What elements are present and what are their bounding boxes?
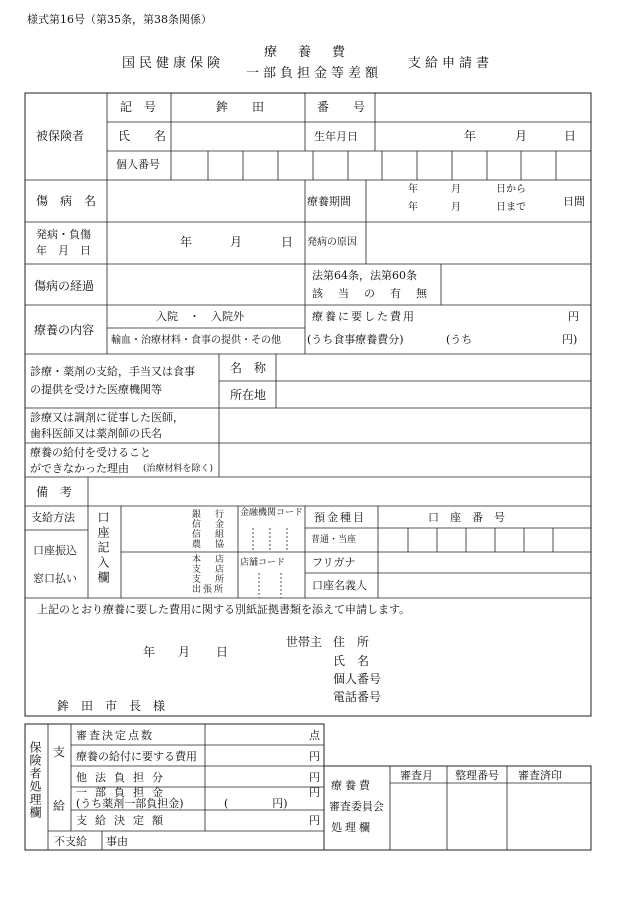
committee-label-1: 療養費 <box>331 779 373 792</box>
symbol-value: 鉾 田 <box>216 100 265 114</box>
account-holder-input[interactable] <box>381 576 592 597</box>
addressee: 鉾 田 市 長 様 <box>57 699 166 713</box>
drug-copay-label: (うち薬剤一部負担金) <box>76 797 184 810</box>
onset-day: 日 <box>281 235 294 249</box>
institution-address-input[interactable] <box>279 384 592 408</box>
committee-label-3: 処理欄 <box>331 821 373 834</box>
declaration-month: 月 <box>178 645 191 659</box>
payment-transfer-option[interactable]: 口座振込 <box>33 544 77 557</box>
course-label: 傷病の経過 <box>34 279 95 293</box>
form-title-mid-1: 療 養 費 <box>264 45 350 60</box>
insurer-section-label: 保険者処理欄 <box>28 741 42 819</box>
birth-day: 日 <box>564 129 577 143</box>
branch-type-main: 本店 <box>192 555 239 565</box>
committee-label-2: 審査委員会 <box>329 800 384 813</box>
remarks-input[interactable] <box>91 480 592 505</box>
cause-input[interactable] <box>369 226 592 262</box>
doctor-label-1: 診療又は調剤に従事した医師， <box>30 411 184 424</box>
payment-decision-label: 支給決定額 <box>76 814 171 827</box>
declaration-statement: 上記のとおり療養に要した費用に関する別紙証拠書類を添えて申請します。 <box>37 603 411 616</box>
non-payment-label: 不支給 <box>54 835 87 848</box>
onset-label-2: 年 月 日 <box>36 244 91 257</box>
onset-year: 年 <box>180 235 193 249</box>
review-month-label: 審査月 <box>400 769 433 782</box>
branch-type-branch: 支店 <box>192 565 239 575</box>
personal-number-input[interactable] <box>174 154 592 178</box>
content-option-inpatient[interactable]: 入院 ・ 入院外 <box>156 310 244 323</box>
institution-label-1: 診療・薬剤の支給，手当又は食事 <box>30 365 195 378</box>
doctor-label-2: 歯科医師又は薬剤師の氏名 <box>30 427 162 440</box>
applicant-name-label: 氏 名 <box>333 654 370 668</box>
bank-type-nokyo: 農協 <box>192 540 239 550</box>
payment-label-bottom: 給 <box>53 799 66 813</box>
cause-label: 発病の原因 <box>307 237 357 248</box>
form-number: 様式第16号（第35条，第38条関係） <box>27 13 212 26</box>
remarks-label: 備 考 <box>36 485 73 499</box>
period-to-month: 月 <box>451 202 461 213</box>
reason-note: (治療材料を除く) <box>143 464 214 474</box>
period-to-year: 年 <box>408 202 418 213</box>
applicant-phone-label: 電話番号 <box>333 690 382 704</box>
branch-type-office: 支所 <box>192 575 239 585</box>
furigana-input[interactable] <box>381 554 592 573</box>
applicant-address-input[interactable] <box>386 633 590 651</box>
institution-label-2: の提供を受けた医療機関等 <box>30 383 162 396</box>
law-label-1: 法第64条，法第60条 <box>312 269 417 282</box>
number-label: 番 号 <box>317 100 366 114</box>
course-input[interactable] <box>110 268 306 304</box>
furigana-label: フリガナ <box>312 556 356 569</box>
applicant-phone-input[interactable] <box>386 688 590 706</box>
account-column-label: 口座記入欄 <box>96 511 110 586</box>
non-payment-reason-label: 事由 <box>106 835 128 848</box>
branch-code-label: 店舗コード <box>240 558 286 568</box>
other-law-label: 他法負担分 <box>76 771 171 784</box>
reason-label-2: ができなかった理由 <box>30 462 129 475</box>
benefit-cost-label: 療養の給付に要する費用 <box>76 750 197 763</box>
birth-label: 生年月日 <box>314 130 358 143</box>
institution-name-label: 名 称 <box>230 361 267 375</box>
cost-label: 療養に要した費用 <box>312 310 416 323</box>
illness-name-label: 傷 病 名 <box>36 194 97 208</box>
copay-label: 一部負担金 <box>76 786 171 799</box>
treatment-period-label: 療養期間 <box>307 195 351 208</box>
applicant-name-input[interactable] <box>386 652 590 670</box>
insured-section-label: 被保険者 <box>36 129 85 143</box>
reason-label-1: 療養の給付を受けること <box>30 446 151 459</box>
meal-value-prefix: (うち <box>446 333 473 346</box>
period-from-year: 年 <box>408 184 418 195</box>
content-option-other[interactable]: 輸血・治療材料・食事の提供・その他 <box>111 335 281 346</box>
review-points-label: 審査決定点数 <box>76 729 154 742</box>
law-applicability-input[interactable] <box>444 268 592 304</box>
insured-number-input[interactable] <box>378 96 592 120</box>
period-from-day: 日から <box>496 184 526 195</box>
period-days: 日間 <box>563 195 585 208</box>
illness-name-input[interactable] <box>110 184 306 220</box>
onset-month: 月 <box>230 235 243 249</box>
doctor-name-input[interactable] <box>222 411 592 442</box>
form-title-right: 支給申請書 <box>408 56 494 71</box>
bank-type-bank: 銀行 <box>192 510 239 520</box>
payment-decision-unit: 円 <box>309 814 320 827</box>
content-label: 療養の内容 <box>34 323 95 337</box>
cost-unit: 円 <box>568 310 579 323</box>
period-to-day: 日まで <box>496 202 526 213</box>
reason-input[interactable] <box>222 446 592 476</box>
bank-type-shinkumi: 信組 <box>192 530 239 540</box>
birth-year: 年 <box>464 129 477 143</box>
insured-name-input[interactable] <box>174 125 306 149</box>
law-label-2: 該 当 の 有 無 <box>312 287 429 300</box>
copay-unit: 円 <box>309 786 320 799</box>
payment-method-label: 支給方法 <box>31 511 75 524</box>
account-number-label: 口 座 番 号 <box>428 511 505 524</box>
name-label: 氏 名 <box>118 129 167 143</box>
bank-code-label: 金融機関コード <box>240 508 304 518</box>
declaration-day: 日 <box>216 645 229 659</box>
review-seal-label: 審査済印 <box>518 769 562 782</box>
meal-label: (うち食事療養費分) <box>307 333 404 346</box>
review-points-unit: 点 <box>309 729 320 742</box>
deposit-type-label: 預金種目 <box>314 511 366 524</box>
personal-number-label: 個人番号 <box>116 158 160 171</box>
payment-window-option[interactable]: 窓口払い <box>33 572 77 585</box>
bank-type-shinkin: 信金 <box>192 520 239 530</box>
applicant-address-label: 住 所 <box>333 635 370 649</box>
onset-label-1: 発病・負傷 <box>36 228 91 241</box>
birth-month: 月 <box>515 129 528 143</box>
period-from-month: 月 <box>451 184 461 195</box>
declaration-year: 年 <box>143 645 156 659</box>
other-law-unit: 円 <box>309 771 320 784</box>
payment-label-top: 支 <box>53 745 66 759</box>
form-title-left: 国民健康保険 <box>122 56 225 71</box>
bank-types <box>192 510 238 550</box>
branch-type-agency: 出張所 <box>192 585 226 595</box>
account-holder-label: 口座名義人 <box>312 579 367 592</box>
meal-unit: 円) <box>562 333 578 346</box>
serial-number-label: 整理番号 <box>455 769 499 782</box>
symbol-label: 記 号 <box>120 100 157 114</box>
form-title-mid-2: 一部負担金等差額 <box>246 66 383 81</box>
institution-address-label: 所在地 <box>230 388 267 402</box>
applicant-personal-number-label: 個人番号 <box>333 672 382 686</box>
deposit-type-options[interactable]: 普通・当座 <box>311 535 357 545</box>
institution-name-input[interactable] <box>279 357 592 381</box>
drug-copay-paren: ( 円) <box>224 797 288 810</box>
household-head-label: 世帯主 <box>286 635 323 649</box>
branch-types <box>192 555 238 595</box>
applicant-personal-number-input[interactable] <box>386 670 590 688</box>
benefit-cost-unit: 円 <box>309 750 320 763</box>
